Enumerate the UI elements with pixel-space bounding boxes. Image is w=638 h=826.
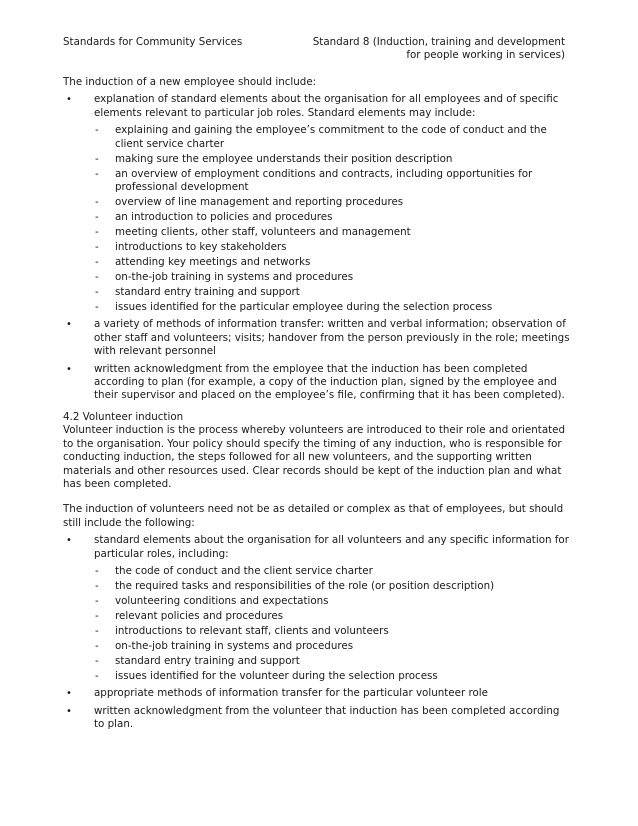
- header-right-line1: Standard 8 (Induction, training and development: [312, 36, 565, 48]
- employee-bullet-1: [63, 93, 573, 314]
- volunteer-bullet-2: [63, 687, 573, 700]
- employee-element-11: [94, 301, 573, 314]
- employee-element-6: [94, 226, 573, 239]
- volunteer-elements-list: [94, 565, 573, 683]
- volunteer-element-7-text: standard entry training and support: [115, 654, 300, 667]
- header-left: Standards for Community Services: [63, 36, 243, 48]
- employee-element-4-text: overview of line management and reporting procedures: [115, 196, 404, 209]
- volunteer-element-2: [94, 580, 573, 593]
- employee-bullet-2-text: a variety of methods of information transfer: written and verbal information; observation of other staff and volunteers; visits; handover from the person previously in the role; meetings with relevant personnel: [94, 318, 570, 358]
- employee-element-3: [94, 168, 573, 195]
- bullet-glyph: •: [66, 688, 72, 700]
- volunteer-bullet-3: [63, 705, 573, 732]
- volunteer-bullet-list: [63, 534, 573, 731]
- volunteer-paragraph-2: The induction of volunteers need not be as detailed or complex as that of employees, but should still include the following:: [63, 503, 564, 529]
- dash-glyph: -: [95, 271, 99, 284]
- volunteer-element-6-text: on-the-job training in systems and procedures: [115, 639, 354, 652]
- volunteer-element-3-text: volunteering conditions and expectations: [115, 594, 329, 607]
- dash-glyph: -: [95, 211, 99, 224]
- dash-glyph: -: [95, 654, 99, 667]
- employee-bullet-1-text: explanation of standard elements about the organisation for all employees and of specific elements relevant to particular job roles. Standard elements may include:: [94, 93, 559, 119]
- employee-element-1: [94, 124, 573, 151]
- employee-element-8: [94, 256, 573, 269]
- volunteer-element-3: [94, 595, 573, 608]
- employee-element-5-text: an introduction to policies and procedures: [115, 211, 333, 224]
- volunteer-element-6: [94, 640, 573, 653]
- dash-glyph: -: [95, 196, 99, 209]
- dash-glyph: -: [95, 579, 99, 592]
- header-right: [313, 36, 565, 63]
- employee-element-9-text: on-the-job training in systems and procedures: [115, 271, 354, 284]
- running-header: [63, 36, 573, 64]
- volunteer-bullet-1-text: standard elements about the organisation for all volunteers and any specific information for particular roles, including:: [94, 534, 569, 560]
- bullet-glyph: •: [66, 319, 72, 331]
- dash-glyph: -: [95, 286, 99, 299]
- volunteer-element-8-text: issues identified for the volunteer during the selection process: [115, 669, 438, 682]
- dash-glyph: -: [95, 594, 99, 607]
- dash-glyph: -: [95, 167, 99, 180]
- dash-glyph: -: [95, 624, 99, 637]
- employee-element-3-text: an overview of employment conditions and contracts, including opportunities for professional development: [115, 167, 533, 194]
- volunteer-element-4-text: relevant policies and procedures: [115, 609, 284, 622]
- dash-glyph: -: [95, 256, 99, 269]
- volunteer-element-7: [94, 655, 573, 668]
- employee-element-1-text: explaining and gaining the employee’s commitment to the code of conduct and the client service charter: [115, 124, 547, 150]
- employee-bullet-2: [63, 318, 573, 358]
- volunteer-element-2-text: the required tasks and responsibilities of the role (or position description): [115, 579, 495, 592]
- bullet-glyph: •: [66, 94, 72, 106]
- employee-bullet-3: [63, 363, 573, 403]
- employee-element-8-text: attending key meetings and networks: [115, 256, 311, 269]
- employee-element-9: [94, 271, 573, 284]
- dash-glyph: -: [95, 152, 99, 165]
- dash-glyph: -: [95, 564, 99, 577]
- dash-glyph: -: [95, 124, 99, 137]
- employee-element-2-text: making sure the employee understands their position description: [115, 152, 453, 165]
- header-right-line2: for people working in services): [406, 49, 565, 62]
- employee-element-6-text: meeting clients, other staff, volunteers and management: [115, 226, 411, 239]
- bullet-glyph: •: [66, 535, 72, 547]
- volunteer-bullet-2-text: appropriate methods of information transfer for the particular volunteer role: [94, 687, 488, 700]
- bullet-glyph: •: [66, 705, 72, 717]
- employee-element-7-text: introductions to key stakeholders: [115, 241, 287, 254]
- employee-element-5: [94, 211, 573, 224]
- volunteer-element-1: [94, 565, 573, 578]
- employee-element-11-text: issues identified for the particular employee during the selection process: [115, 301, 493, 314]
- dash-glyph: -: [95, 609, 99, 622]
- dash-glyph: -: [95, 226, 99, 239]
- employee-induction-intro: The induction of a new employee should include:: [63, 76, 317, 88]
- dash-glyph: -: [95, 669, 99, 682]
- employee-bullet-3-text: written acknowledgment from the employee that the induction has been completed according to plan (for example, a copy of the induction plan, signed by the employee and their supervisor and placed on the employee’s file, confirming that it has been completed).: [94, 362, 565, 402]
- employee-elements-list: [94, 124, 573, 314]
- dash-glyph: -: [95, 301, 99, 314]
- employee-element-10-text: standard entry training and support: [115, 286, 300, 299]
- bullet-glyph: •: [66, 363, 72, 375]
- volunteer-section-title: 4.2 Volunteer induction: [63, 410, 184, 423]
- volunteer-element-8: [94, 670, 573, 683]
- volunteer-element-5-text: introductions to relevant staff, clients and volunteers: [115, 624, 389, 637]
- volunteer-bullet-1: [63, 534, 573, 683]
- volunteer-element-1-text: the code of conduct and the client service charter: [115, 564, 373, 577]
- employee-element-2: [94, 153, 573, 166]
- volunteer-element-5: [94, 625, 573, 638]
- employee-element-4: [94, 196, 573, 209]
- dash-glyph: -: [95, 241, 99, 254]
- employee-element-10: [94, 286, 573, 299]
- volunteer-bullet-3-text: written acknowledgment from the volunteer that induction has been completed according to plan.: [94, 704, 560, 731]
- employee-element-7: [94, 241, 573, 254]
- volunteer-paragraph-1: Volunteer induction is the process whereby volunteers are introduced to their role and orientated to the organisation. Your policy should specify the timing of any induction, who is responsible for conducting induction, the steps followed for all new volunteers, and the supporting written materials and other resources used. Clear records should be kept of the induction plan and what has been completed.: [63, 424, 566, 490]
- employee-bullet-list: [63, 93, 573, 402]
- dash-glyph: -: [95, 639, 99, 652]
- document-page: [63, 36, 573, 736]
- volunteer-element-4: [94, 610, 573, 623]
